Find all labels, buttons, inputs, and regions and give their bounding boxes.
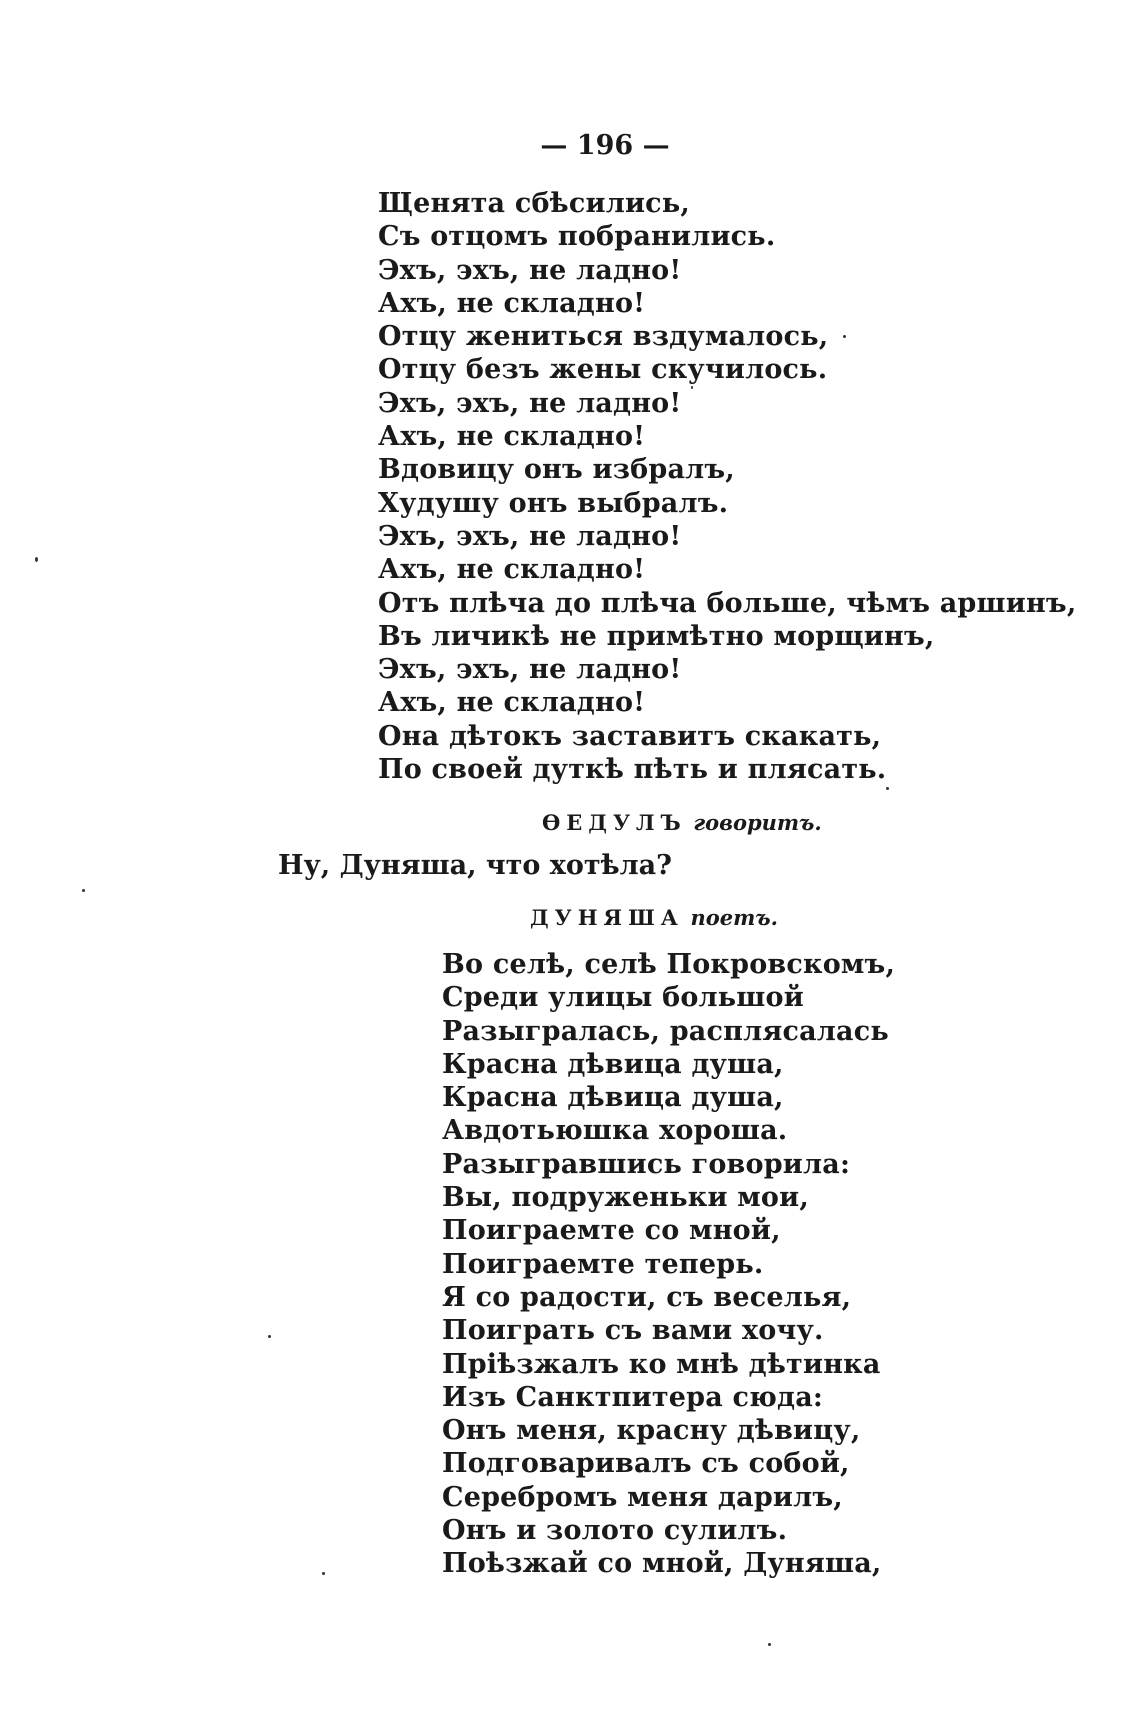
scan-speck <box>268 1335 271 1338</box>
verse-line: Отцу безъ жены скучилось. <box>378 354 828 386</box>
spoken-line: Ну, Дуняша, что хотѣла? <box>278 850 672 881</box>
verse-line: По своей дуткѣ пѣть и плясать. <box>378 754 887 786</box>
verse-line: Ахъ, не складно! <box>378 287 646 319</box>
speaker-verb: поетъ. <box>690 905 778 930</box>
scan-speck <box>886 787 889 790</box>
verse-line: Эхъ, эхъ, не ладно! <box>378 520 682 552</box>
speaker-heading-fedul <box>542 810 822 835</box>
verse-line: Вдовицу онъ избралъ, <box>378 454 735 486</box>
verse-line: Эхъ, эхъ, не ладно! <box>378 654 682 686</box>
speaker-name: ДУНЯША <box>530 905 684 930</box>
verse-line: Эхъ, эхъ, не ладно! <box>378 254 682 286</box>
verse-line: Она дѣтокъ заставитъ скакать, <box>378 720 882 752</box>
verse-stanza-2 <box>442 948 895 1581</box>
verse-line: Разыгралась, расплясалась <box>442 1015 889 1047</box>
verse-line: Поиграемте со мной, <box>442 1215 781 1247</box>
scan-speck <box>322 1572 325 1575</box>
verse-line: Разыгравшись говорила: <box>442 1148 851 1180</box>
verse-line: Изъ Санктпитера сюда: <box>442 1381 824 1413</box>
verse-line: Худушу онъ выбралъ. <box>378 487 729 519</box>
verse-line: Я со радости, съ веселья, <box>442 1281 852 1313</box>
verse-line: Онъ и золото сулилъ. <box>442 1515 788 1547</box>
speaker-verb: говоритъ. <box>693 810 822 835</box>
speaker-name: ѲЕДУЛЪ <box>542 810 687 835</box>
verse-line: Серебромъ меня дарилъ, <box>442 1481 843 1513</box>
scan-speck <box>35 557 38 562</box>
verse-line: Ахъ, не складно! <box>378 554 646 586</box>
verse-line: Во селѣ, селѣ Покровскомъ, <box>442 949 896 980</box>
verse-line: Щенята сбѣсились, <box>378 188 690 219</box>
verse-line: Ахъ, не складно! <box>378 687 646 719</box>
verse-line: Вы, подруженьки мои, <box>442 1182 809 1214</box>
verse-line: Поѣзжай со мной, Дуняша, <box>442 1548 882 1580</box>
scan-speck <box>843 335 846 338</box>
verse-line: Красна дѣвица душа, <box>442 1082 784 1114</box>
verse-line: Ахъ, не складно! <box>378 421 646 453</box>
scan-speck <box>768 1643 771 1646</box>
verse-line: Въ личикѣ не примѣтно морщинъ, <box>378 620 935 652</box>
verse-line: Красна дѣвица душа, <box>442 1048 784 1080</box>
page-number: — 196 — <box>540 130 670 161</box>
verse-line: Поиграть съ вами хочу. <box>442 1315 824 1347</box>
verse-line: Среди улицы большой <box>442 982 804 1014</box>
verse-line: Пріѣзжалъ ко мнѣ дѣтинка <box>442 1348 881 1380</box>
scan-speck <box>82 889 85 892</box>
verse-line: Съ отцомъ побранились. <box>378 221 776 253</box>
verse-line: Онъ меня, красну дѣвицу, <box>442 1415 861 1447</box>
verse-line: Эхъ, эхъ, не ладно! <box>378 387 682 419</box>
scan-speck <box>691 386 693 389</box>
speaker-heading-dunyasha <box>530 905 778 930</box>
verse-line: Поиграемте теперь. <box>442 1248 764 1280</box>
verse-line: Авдотьюшка хороша. <box>442 1115 788 1147</box>
verse-line: Отцу жениться вздумалось, <box>378 321 829 353</box>
verse-line: Подговаривалъ съ собой, <box>442 1448 850 1480</box>
verse-stanza-1 <box>378 187 1076 786</box>
verse-line: Отъ плѣча до плѣча больше, чѣмъ аршинъ, <box>378 587 1077 619</box>
